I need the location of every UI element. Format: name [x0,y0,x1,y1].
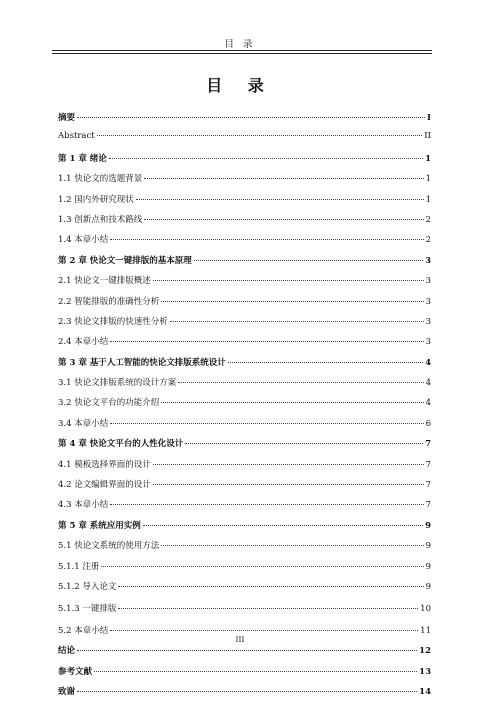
toc-entry-label: 摘要 [58,113,76,123]
toc-entry-label: 第 4 章 快论文平台的人性化设计 [58,439,184,450]
toc-entry[interactable] [58,233,431,253]
toc-entry[interactable] [58,274,431,294]
toc-entry[interactable] [58,539,431,559]
toc-entry-label: 5.1.3 一键排版 [58,603,117,614]
toc-entry-page: 9 [425,541,431,552]
toc-entry-label: 1.4 本章小结 [58,235,109,246]
toc-entry-page: II [424,131,431,142]
toc-dot-leader [161,545,423,546]
toc-entry-label: 2.4 本章小结 [58,337,109,348]
toc-entry-page: 3 [425,316,431,327]
toc-entry-label: 致谢 [58,687,76,698]
toc-entry-label: 2.2 智能排版的准确性分析 [58,296,160,307]
toc-dot-leader [110,504,423,505]
toc-entry[interactable] [58,335,431,355]
toc-dot-leader [77,117,425,118]
toc-dot-leader [144,219,423,220]
toc-entry-page: 9 [425,581,431,592]
toc-dot-leader [110,341,423,342]
toc-dot-leader [228,362,423,363]
toc-entry[interactable] [58,172,431,192]
toc-dot-leader [144,178,423,179]
toc-entry[interactable] [58,644,431,664]
toc-dot-leader [170,321,424,322]
toc-dot-leader [110,423,423,424]
toc-entry-page: 2 [425,214,431,225]
toc-entry-label: 1.3 创新点和技术路线 [58,214,143,225]
toc-entry[interactable] [58,498,431,518]
toc-entry-label: 2.1 快论文一键排版概述 [58,276,151,287]
toc-entry-label: 3.1 快论文排版系统的设计方案 [58,378,177,389]
toc-entry-page: 7 [425,500,431,511]
toc-entry[interactable] [58,665,431,685]
toc-entry-label: 1.1 快论文的选题背景 [58,174,143,185]
toc-dot-leader [185,443,423,444]
toc-entry-page: 12 [419,646,431,657]
toc-entry-page: 4 [425,398,431,409]
toc-entry[interactable] [58,685,431,705]
toc-entry-page: 6 [425,418,431,429]
toc-entry-label: 第 3 章 基于人工智能的快论文排版系统设计 [58,357,226,368]
toc-dot-leader [161,402,423,403]
toc-entry-page: 4 [425,357,431,368]
header-rule-thin [52,53,432,54]
toc-entry[interactable] [58,478,431,498]
toc-entry[interactable] [58,437,431,457]
toc-entry-page: 1 [425,174,431,185]
toc-entry-page: 1 [425,194,431,205]
toc-entry-page: 7 [425,459,431,470]
toc-entry[interactable] [58,602,431,624]
toc-entry-page: 9 [425,561,431,572]
toc-entry-label: 第 1 章 绪论 [58,153,107,164]
running-header: 目 录 [224,39,256,50]
toc-dot-leader [77,650,417,651]
toc-entry-page: 11 [420,625,431,636]
toc-entry-page: 2 [425,235,431,246]
toc-dot-leader [153,464,424,465]
toc-dot-leader [77,691,417,692]
toc-entry[interactable] [58,396,431,416]
toc-entry[interactable] [58,152,431,172]
toc-entry-page: 7 [425,439,431,450]
toc-entry-label: 参考文献 [58,666,93,677]
toc-entry-page: 3 [425,296,431,307]
toc-title: 目 录 [206,76,274,95]
toc-entry[interactable] [58,213,431,233]
toc-dot-leader [194,260,423,261]
toc-entry-page: 3 [425,255,431,266]
toc-dot-leader [101,566,423,567]
toc-entry[interactable] [58,295,431,315]
toc-dot-leader [153,484,424,485]
toc-entry-label: 4.1 模板选择界面的设计 [58,459,151,470]
toc-entry-label: 第 2 章 快论文一键排版的基本原理 [58,255,192,266]
toc-entry-page: 7 [425,480,431,491]
toc-dot-leader [118,608,418,609]
toc-entry[interactable] [58,376,431,396]
toc-dot-leader [97,135,423,136]
toc-entry-page: 10 [420,603,431,614]
toc-entry-label: 5.1 快论文系统的使用方法 [58,541,160,552]
toc-entry[interactable] [58,519,431,539]
header-rule-thick [52,50,432,51]
toc-entry[interactable] [58,417,431,437]
toc-entry-page: 1 [425,153,431,164]
toc-entry-page: I [427,113,431,123]
toc-entry-label: 3.2 快论文平台的功能介绍 [58,398,160,409]
toc-entry[interactable] [58,111,431,131]
toc-entry-page: 3 [425,276,431,287]
toc-dot-leader [136,199,424,200]
page-number: III [235,635,245,644]
toc-entry-label: Abstract [58,131,95,142]
toc-entry-label: 4.2 论文编辑界面的设计 [58,480,151,491]
toc-entry-page: 9 [425,520,431,531]
toc-dot-leader [110,630,418,631]
toc-dot-leader [161,301,423,302]
toc-entry-page: 13 [419,666,431,677]
table-of-contents [58,111,431,706]
toc-entry[interactable] [58,315,431,335]
toc-entry[interactable] [58,193,431,213]
toc-dot-leader [143,525,423,526]
toc-entry[interactable] [58,254,431,274]
toc-entry-page: 14 [419,687,431,698]
toc-dot-leader [110,239,423,240]
toc-entry-label: 5.1.2 导入论文 [58,581,117,592]
toc-entry-label: 4.3 本章小结 [58,500,109,511]
toc-entry-label: 3.4 本章小结 [58,418,109,429]
toc-entry-label: 2.3 快论文排版的快速性分析 [58,316,168,327]
toc-entry-label: 5.1.1 注册 [58,561,100,572]
toc-entry[interactable] [58,356,431,376]
toc-dot-leader [178,382,423,383]
toc-entry-label: 第 5 章 系统应用实例 [58,520,141,531]
toc-entry[interactable] [58,458,431,478]
toc-entry-page: 4 [425,378,431,389]
toc-dot-leader [94,671,417,672]
toc-dot-leader [153,280,424,281]
toc-entry-label: 结论 [58,646,76,657]
toc-entry-label: 5.2 本章小结 [58,625,109,636]
toc-entry-page: 3 [425,337,431,348]
toc-dot-leader [109,158,423,159]
toc-entry[interactable] [58,131,431,151]
toc-entry[interactable] [58,560,431,580]
toc-entry[interactable] [58,580,431,602]
toc-dot-leader [118,586,423,587]
toc-entry-label: 1.2 国内外研究现状 [58,194,134,205]
